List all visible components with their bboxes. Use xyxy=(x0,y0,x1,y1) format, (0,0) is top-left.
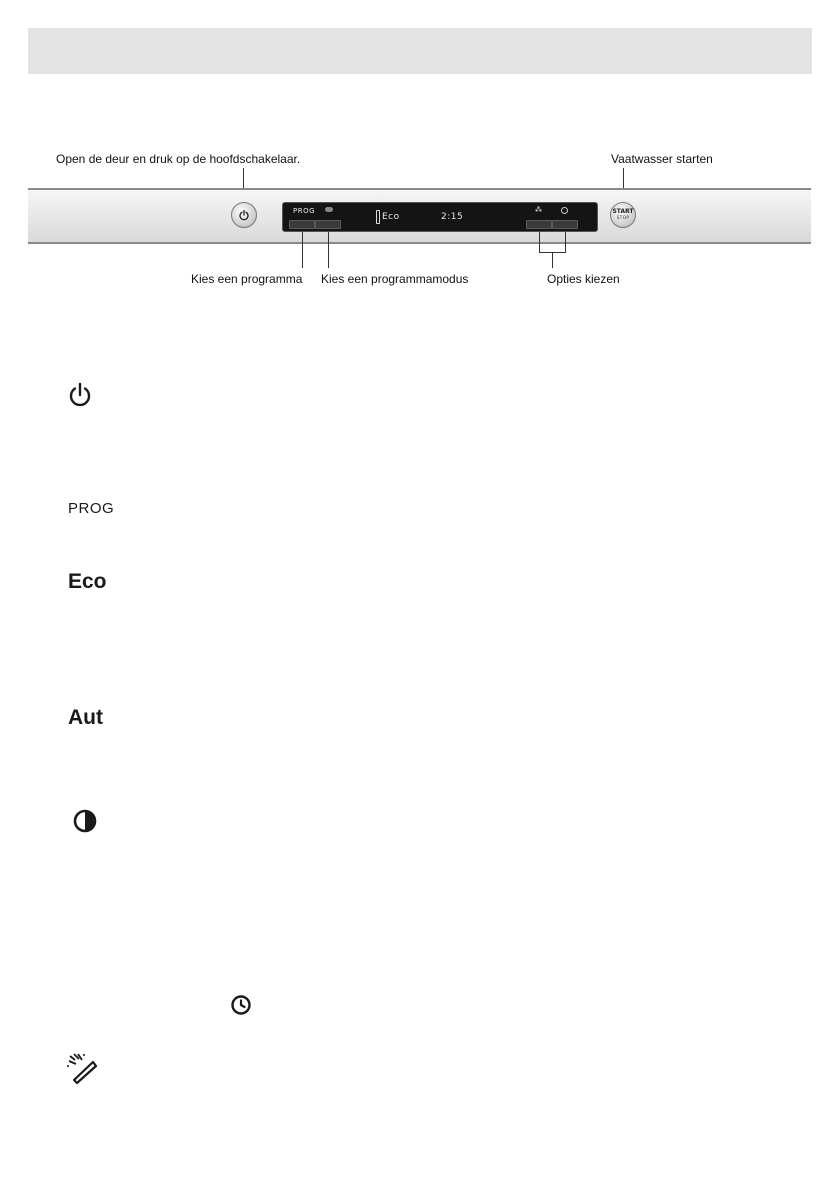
option-key-1[interactable] xyxy=(526,220,552,229)
mode-indicator-icon xyxy=(325,207,333,212)
start-callout: Vaatwasser starten xyxy=(611,152,713,166)
delay-option-icon xyxy=(561,207,568,214)
display-time: 2:15 xyxy=(441,212,464,222)
legend-eco: Eco xyxy=(68,570,107,593)
legend-prog: PROG xyxy=(68,500,115,517)
choose-program-callout: Kies een programma xyxy=(191,272,303,286)
options-leader-right xyxy=(565,232,566,252)
mode-key[interactable] xyxy=(315,220,341,229)
display-mode: Eco xyxy=(382,212,400,222)
half-load-icon xyxy=(72,808,98,839)
level-bar-icon xyxy=(376,210,380,224)
stop-label: STOP xyxy=(616,215,630,220)
half-load-option-icon: ⁂ xyxy=(535,206,543,214)
options-leader-center xyxy=(552,252,553,268)
choose-mode-callout: Kies een programmamodus xyxy=(321,272,469,286)
mode-leader xyxy=(328,232,329,268)
start-label: START xyxy=(612,208,634,215)
legend-auto: Aut xyxy=(68,706,103,729)
start-stop-button[interactable] xyxy=(610,202,636,228)
options-leader-left xyxy=(539,232,540,252)
display-prog-label: PROG xyxy=(293,207,316,215)
program-leader xyxy=(302,232,303,268)
power-icon xyxy=(66,381,94,414)
power-icon xyxy=(238,209,250,221)
choose-options-callout: Opties kiezen xyxy=(547,272,620,286)
header-bar xyxy=(28,28,812,74)
control-display xyxy=(282,202,598,232)
power-button[interactable] xyxy=(231,202,257,228)
prog-key[interactable] xyxy=(289,220,315,229)
option-key-2[interactable] xyxy=(552,220,578,229)
clock-icon xyxy=(230,994,252,1021)
main-switch-callout: Open de deur en druk op de hoofdschakelaar. xyxy=(56,152,301,166)
rinse-aid-icon xyxy=(66,1052,100,1091)
